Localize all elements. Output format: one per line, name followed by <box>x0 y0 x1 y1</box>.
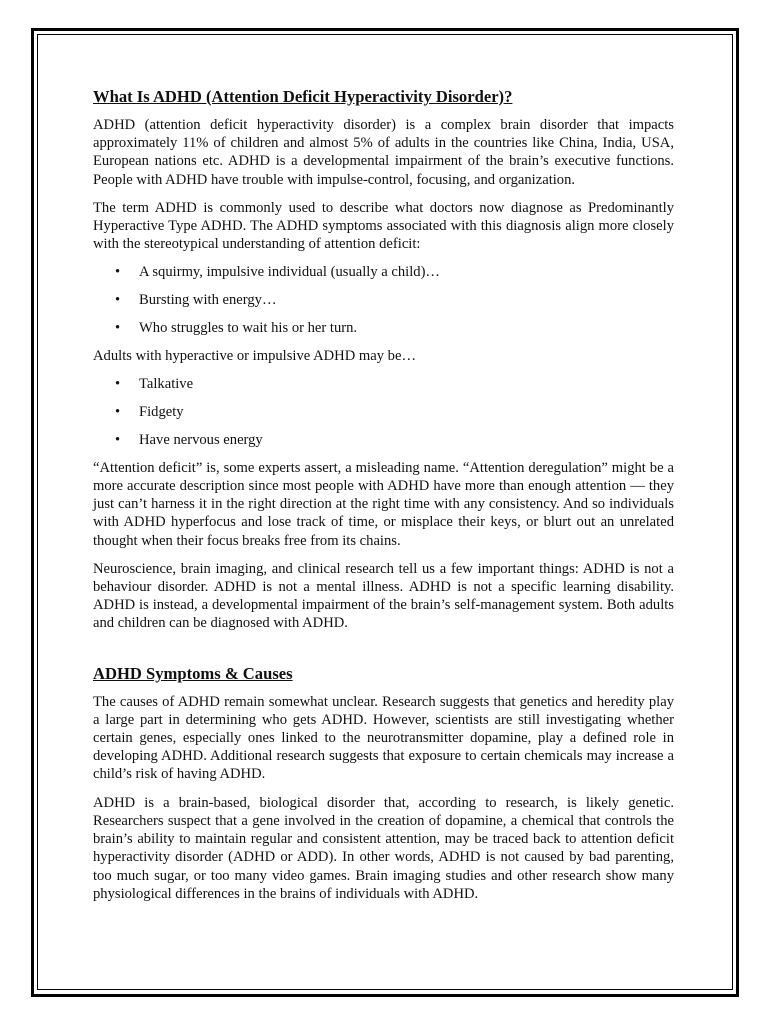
bullet-icon: • <box>115 431 121 448</box>
list-item-text: Talkative <box>139 376 194 393</box>
bullet-icon: • <box>115 319 121 336</box>
bullet-list <box>93 375 674 449</box>
paragraph: ADHD is a brain-based, biological disorder that, according to research, is likely genetic. Researchers suspect that a gene involved in the creation of dopamine, a chemical that controls the brain’s ability to maintain regular and consistent attention, may be traced back to attention deficit hyperactivity disorder (ADHD or ADD). In other words, ADHD is not caused by bad parenting, too much sugar, or too many video games. Brain imaging studies and other research show many physiological differences in the brains of individuals with ADHD. <box>93 794 674 902</box>
list-item <box>93 263 674 281</box>
list-item-text: Bursting with energy… <box>139 292 277 309</box>
list-item-text: Have nervous energy <box>139 431 263 448</box>
bullet-icon: • <box>115 264 121 281</box>
list-item <box>93 319 674 337</box>
bullet-icon: • <box>115 292 121 309</box>
list-item-text: Who struggles to wait his or her turn. <box>139 319 358 336</box>
list-item <box>93 403 674 421</box>
bullet-icon: • <box>115 403 121 420</box>
paragraph: Neuroscience, brain imaging, and clinical research tell us a few important things: ADHD is not a behaviour disorder. ADHD is not a mental illness. ADHD is not a specific learning disability. ADHD is instead, a developmental impairment of the brain’s self-management system. Both adults and children can be diagnosed with ADHD. <box>93 560 674 632</box>
bullet-list <box>93 263 674 337</box>
list-item <box>93 431 674 449</box>
section-heading-what-is-adhd: What Is ADHD (Attention Deficit Hyperactivity Disorder)? <box>93 87 513 106</box>
list-item-text: A squirmy, impulsive individual (usually a child)… <box>139 264 441 281</box>
paragraph: Adults with hyperactive or impulsive ADHD may be… <box>93 348 417 365</box>
paragraph: The causes of ADHD remain somewhat unclear. Research suggests that genetics and heredity play a large part in determining who gets ADHD. However, scientists are still investigating whether certain genes, especially ones linked to the neurotransmitter dopamine, play a defined role in developing ADHD. Additional research suggests that exposure to certain chemicals may increase a child’s risk of having ADHD. <box>93 693 674 783</box>
section-heading-symptoms-causes: ADHD Symptoms & Causes <box>93 663 293 683</box>
bullet-icon: • <box>115 376 121 393</box>
paragraph: The term ADHD is commonly used to describe what doctors now diagnose as Predominantly Hyperactive Type ADHD. The ADHD symptoms associated with this diagnosis align more closely with the stereotypical understanding of attention deficit: <box>93 199 674 253</box>
list-item <box>93 375 674 393</box>
list-item <box>93 291 674 309</box>
paragraph: ADHD (attention deficit hyperactivity disorder) is a complex brain disorder that impacts approximately 11% of children and almost 5% of adults in the countries like China, India, USA, European nations etc. ADHD is a developmental impairment of the brain’s executive functions. People with ADHD have trouble with impulse-control, focusing, and organization. <box>93 117 674 188</box>
paragraph: “Attention deficit” is, some experts assert, a misleading name. “Attention deregulation” might be a more accurate description since most people with ADHD have more than enough attention — they just can’t harness it in the right direction at the right time with any consistency. And so individuals with ADHD hyperfocus and lose track of time, or misplace their keys, or blurt out an unrelated thought when their focus breaks free from its chains. <box>93 459 674 549</box>
list-item-text: Fidgety <box>139 403 184 420</box>
document-body <box>93 86 674 913</box>
